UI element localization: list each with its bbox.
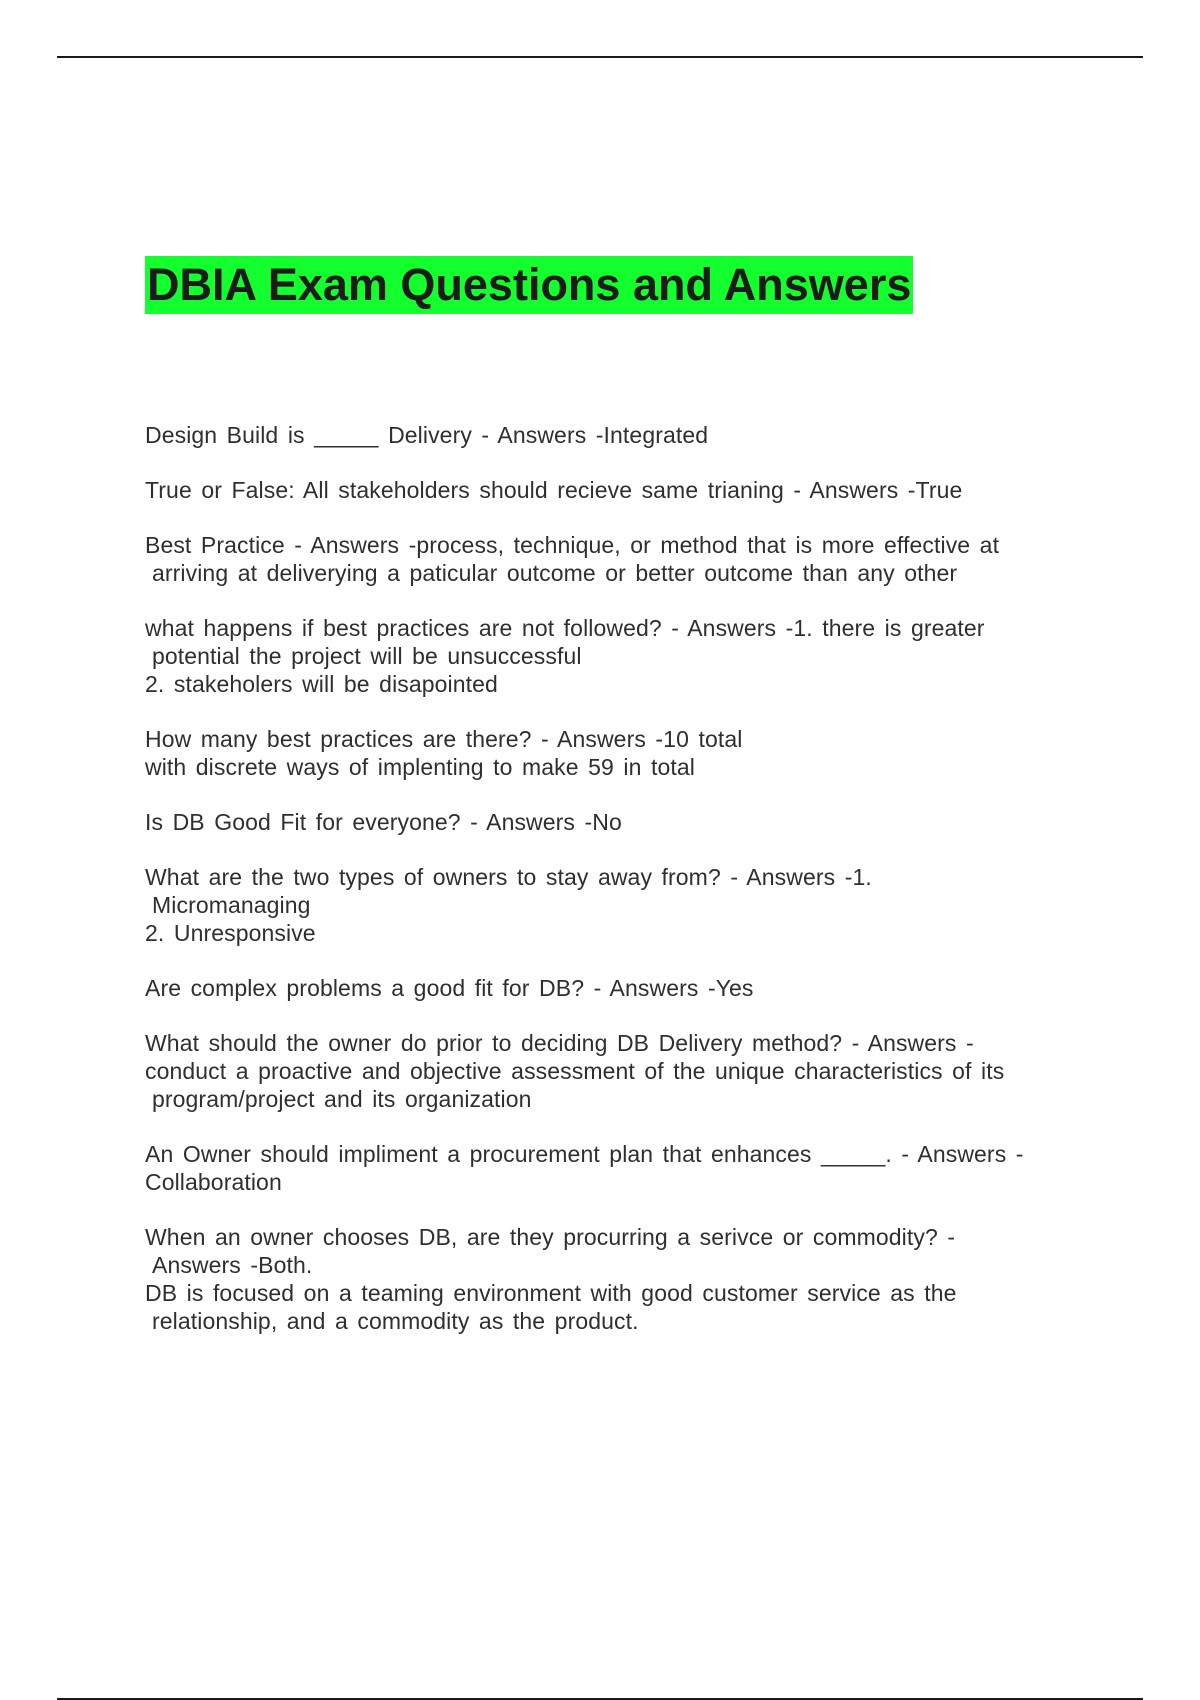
qa-line: Is DB Good Fit for everyone? - Answers -No (145, 809, 622, 835)
qa-line: what happens if best practices are not followed? - Answers -1. there is greater (145, 615, 985, 641)
qa-line: What are the two types of owners to stay away from? - Answers -1. (145, 864, 872, 890)
qa-line: How many best practices are there? - Answers -10 total (145, 726, 743, 752)
title-highlight (145, 256, 913, 314)
qa-line: program/project and its organization (152, 1086, 532, 1112)
qa-line: An Owner should impliment a procurement plan that enhances _____. - Answers - (145, 1141, 1024, 1167)
qa-line: with discrete ways of implenting to make 59 in total (145, 754, 695, 780)
qa-item (145, 1029, 1075, 1113)
qa-line: conduct a proactive and objective assessment of the unique characteristics of its (145, 1058, 1005, 1084)
qa-line: Are complex problems a good fit for DB? - Answers -Yes (145, 975, 754, 1001)
qa-item (145, 531, 1075, 587)
qa-item (145, 808, 1075, 836)
qa-line: DB is focused on a teaming environment with good customer service as the (145, 1280, 957, 1306)
qa-item (145, 421, 1075, 449)
qa-line: Answers -Both. (152, 1252, 313, 1278)
qa-line: 2. stakeholers will be disapointed (145, 671, 498, 697)
qa-item (145, 476, 1075, 504)
qa-list (145, 421, 1075, 1362)
qa-line: Design Build is _____ Delivery - Answers -Integrated (145, 422, 709, 448)
qa-line: Collaboration (145, 1169, 282, 1195)
qa-item (145, 614, 1075, 698)
qa-line: 2. Unresponsive (145, 920, 316, 946)
qa-item (145, 725, 1075, 781)
qa-item (145, 1223, 1075, 1335)
document-title: DBIA Exam Questions and Answers (147, 259, 912, 310)
qa-line: arriving at deliverying a paticular outcome or better outcome than any other (152, 560, 958, 586)
qa-line: relationship, and a commodity as the product. (152, 1308, 639, 1334)
qa-item (145, 1140, 1075, 1196)
qa-line: Best Practice - Answers -process, technique, or method that is more effective at (145, 532, 1000, 558)
qa-line: True or False: All stakeholders should recieve same trianing - Answers -True (145, 477, 963, 503)
qa-item (145, 863, 1075, 947)
qa-line: Micromanaging (152, 892, 311, 918)
qa-line: When an owner chooses DB, are they procurring a serivce or commodity? - (145, 1224, 956, 1250)
qa-item (145, 974, 1075, 1002)
qa-line: potential the project will be unsuccessful (152, 643, 582, 669)
qa-line: What should the owner do prior to deciding DB Delivery method? - Answers - (145, 1030, 974, 1056)
top-rule (57, 56, 1143, 58)
